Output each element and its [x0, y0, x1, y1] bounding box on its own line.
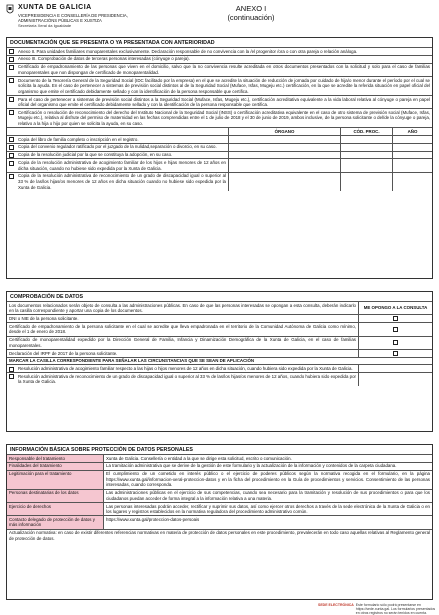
organo-item-text: Copia de la resolución judicial por la que se constituya la adopción, en su caso. [18, 152, 173, 158]
comprobacion-intro-row [7, 301, 432, 314]
proteccion-value: Xunta de Galicia. Consellería o entidad a la que se dirige esta solicitud, escrito o comunicación. [103, 455, 432, 462]
oppose-cell [358, 350, 432, 357]
organo-item-checkbox[interactable] [9, 161, 14, 166]
annex-title: ANEXO I (continuación) [227, 4, 275, 22]
oppose-checkbox[interactable] [393, 327, 398, 332]
organo-item-checkbox[interactable] [9, 153, 14, 158]
doc-item-row [7, 63, 432, 76]
oppose-cell [358, 323, 432, 335]
documentation-title: DOCUMENTACIÓN QUE SE PRESENTA O YA PRESENTADA CON ANTERIORIDAD [10, 40, 215, 46]
mark-title: MARCAR LA CASILLA CORRESPONDIENTE PARA SEÑALAR LAS CIRCUNSTANCIAS QUE SE SEAN DE APLICACIÓN [9, 358, 255, 364]
proteccion-row [7, 515, 432, 528]
mark-item-spacer [358, 373, 432, 385]
comprobacion-item-text: Certificado de empadronamiento de la persona solicitante en el cual se acredite que lleva empadronada en el territorio de la Comunidad Autónoma de Galicia como mínimo, desde el 1 de enero de 2018. [9, 323, 356, 335]
doc-item-checkbox[interactable] [9, 49, 14, 54]
mark-title-row [7, 357, 432, 365]
doc-item-checkbox[interactable] [9, 78, 14, 83]
proteccion-row [7, 462, 432, 470]
organo-item-checkbox[interactable] [9, 145, 14, 150]
ano-input[interactable] [392, 173, 432, 191]
footer [318, 603, 436, 615]
footer-note: Este formulario sólo podrá presentarse en https://sede.xunta.gal. Los formularios presentados en otros registros no serán tenidos en cuenta. [355, 603, 436, 615]
col-cod-proc-header: CÓD. PROC. [340, 128, 392, 135]
proteccion-value: Las personas interesadas podrán acceder, rectificar y suprimir sus datos, así como ejercer otros derechos a través de la sede electrónica de la Xunta de Galicia o en los lugares y registros establecidos en la normativa reguladora del procedimiento administrativo común. [103, 503, 432, 515]
ano-input[interactable] [392, 159, 432, 171]
oppose-checkbox[interactable] [393, 340, 398, 345]
mark-list [7, 364, 432, 385]
organo-header-row [7, 127, 432, 135]
ano-input[interactable] [392, 152, 432, 159]
mark-item-checkbox[interactable] [9, 367, 14, 372]
organo-item-row [7, 151, 432, 159]
comprobacion-item-row [7, 336, 432, 349]
proteccion-row [7, 502, 432, 515]
oppose-cell [358, 337, 432, 349]
proteccion-label: Responsable del tratamiento [7, 455, 103, 462]
doc-item-text: Documento de la Tesorería General de la Seguridad Social (IDC facilitado por la empresa) en el que se acredite la situación de reducción de jornada por cuidado de hija/o menor durante el período por el cual se solicita la ayuda. En el caso de pertenecer a sistemas de previsión social distintos al de la Seguridad Social (Muface, Isfas, Mugeju etc.) certificación, en la que se acredite la referida situación en papel oficial del organismo que emite el certificado debidamente sellado y con la identificación de la persona responsable que certifica. [18, 77, 430, 94]
organo-list [7, 135, 432, 191]
mark-item-text: Resolución administrativa de acogimiento familiar respecto a las hijas o hijos menores de 12 años en dicha situación, cuando hubiera sido expedida por la Xunta de Galicia. [18, 366, 353, 372]
proteccion-label: Finalidades del tratamiento [7, 463, 103, 470]
org-department: VICEPRESIDENCIA E CONSELLERÍA DE PRESIDENCIA, ADMINISTRACIÓNS PÚBLICAS E XUSTIZA [18, 13, 128, 23]
comprobacion-intro: Los documentos relacionados serán objeto de consulta a las administraciones públicas. En caso de que las personas interesadas se opongan a esta consulta, deberán indicarlo en la casilla correspondiente y aportar una copia de los documentos. [9, 302, 356, 314]
cod-proc-input[interactable] [340, 152, 392, 159]
comprobacion-section [6, 291, 433, 432]
doc-item-row [7, 47, 432, 55]
proteccion-label: Ejercicio de derechos [7, 503, 103, 515]
ano-input[interactable] [392, 136, 432, 143]
organo-item-row [7, 172, 432, 191]
doc-item-row [7, 76, 432, 95]
organo-item-checkbox[interactable] [9, 174, 14, 179]
proteccion-table [7, 454, 432, 529]
organo-input[interactable] [228, 173, 340, 191]
mark-item-checkbox[interactable] [9, 374, 14, 379]
doc-item-text: Certificado de empadronamiento de las personas que viven en el domicilio, salvo que la no convivencia resulte acreditada en otros documentos presentados con la solicitud y solo para el caso de familias monoparentales que non dispongan de certificado de monoparentalidad. [18, 64, 430, 75]
proteccion-row [7, 454, 432, 462]
org-name: XUNTA DE GALICIA [18, 4, 92, 11]
col-ano-header: AÑO [392, 128, 432, 135]
proteccion-section [6, 444, 433, 600]
organo-input[interactable] [228, 144, 340, 151]
organo-item-row [7, 158, 432, 171]
proteccion-value: Las administraciones públicas en el ejercicio de sus competencias, cuando sea necesario para la tramitación y resolución de sus procedimientos o para que los ciudadanos puedan acceder de forma integral a la información relativa a una materia. [103, 490, 432, 502]
comprobacion-item-row [7, 322, 432, 335]
organo-item-text: Copia del libro de familia completo o inscripción en el registro. [18, 136, 139, 142]
organo-input[interactable] [228, 152, 340, 159]
proteccion-label: Legitimación para el tratamiento [7, 471, 103, 489]
oppose-checkbox[interactable] [393, 351, 398, 356]
proteccion-value: El cumplimiento de un cometido en interés público o el ejercicio de poderes públicos según la normativa recogida en el formulario, en la página https://www.xunta.gal/informacion-xeral-proteccion-datos y en la ficha del procedimiento en la Guía de procedimientos y servicios. Consentimiento de las personas interesadas, cuando corresponda. [103, 471, 432, 489]
organo-input[interactable] [228, 136, 340, 143]
proteccion-value: La tramitación administrativa que se derive de la gestión de este formulario y la actualización de la información y contenidos de la carpeta ciudadana. [103, 463, 432, 470]
proteccion-footnote: Actualización normativa: en caso de existir diferentes referencias normativas en materia de protección de datos personales en este procedimiento, prevalecerán en todo caso aquellas relativas al Reglamento general de protección de datos. [9, 530, 430, 541]
doc-item-checkbox[interactable] [9, 65, 14, 70]
organo-input[interactable] [228, 159, 340, 171]
col-organo-header: ÓRGANO [228, 128, 340, 135]
doc-item-text: Para el caso de pertenecer a sistemas de previsión social distintos a la Seguridad Social (Muface, Isfas, Mugeju etc.), certificación acreditativa equivalente a la vida laboral relativa al cónyuge o pareja en papel oficial del organismo que emite el certificado debidamente sellado y con la identificación de la persona responsable que certifica. [18, 96, 430, 108]
organo-item-text: Copia de la resolución administrativa de reconocimiento de un grado de discapacidad igual o superior al 33 % de las/los hijas/os menores de 12 años en dicha situación cuando no hubiese sido expedida por la Xunta de Galicia. [18, 173, 226, 190]
oppose-header: ME OPONGO A LA CONSULTA [358, 302, 432, 314]
doc-item-checkbox[interactable] [9, 110, 14, 115]
documentation-list [7, 47, 432, 127]
organo-item-text: Copia del convenio regulador ratificado por el juzgado de la nulidad,separación o divorcio, en su caso. [18, 144, 217, 150]
doc-item-row [7, 108, 432, 127]
comprobacion-item-text: Certificado de monoparentalidad expedido por la Dirección General de Familia, Infancia y Dinamización Demográfica de la Xunta de Galicia, en el caso de familias monoparentales. [9, 337, 356, 348]
comprobacion-item-text: DNI o NIE de la persona solicitante. [9, 315, 79, 321]
sede-electronica-label: SEDE ELECTRÓNICA [318, 603, 354, 607]
organo-item-row [7, 143, 432, 151]
doc-item-text: Anexo III. Comprobación de datos de terceras personas interesadas (cónyuge o pareja). [18, 56, 190, 62]
cod-proc-input[interactable] [340, 159, 392, 171]
doc-item-row [7, 95, 432, 108]
organo-item-checkbox[interactable] [9, 137, 14, 142]
doc-item-row [7, 55, 432, 63]
doc-item-checkbox[interactable] [9, 97, 14, 102]
doc-item-checkbox[interactable] [9, 57, 14, 62]
proteccion-value: https://www.xunta.gal/proteccion-datos-persoais [103, 516, 432, 528]
mark-item-text: Resolución administrativa de reconocimiento de un grado de discapacidad igual o superior al 33 % de las/los hijas/os menores de 12 años, cuando hubiera sido expedida por la Xunta de Galicia. [18, 373, 356, 385]
proteccion-row [7, 470, 432, 489]
mark-item-spacer [358, 365, 432, 372]
proteccion-row [7, 489, 432, 502]
mark-item-row [7, 372, 432, 385]
org-secretariat: Secretaría Xeral da Igualdade [18, 23, 72, 28]
doc-item-text: Certificación o resolución de reconocimiento del derecho del Instituto Nacional de la Seguridad Social (INSS) o certificación acreditativa equivalente en el caso de otro sistema de previsión social (Muface, Isfas, Mugeju etc.), relativa al disfrute del permiso de maternidad en las fechas comprendidas entre el 1 de julio de 2018 y el 30 de junio de 2019, ambos inclusive, de la persona solicitante o del/de la cónyuge o pareja, relativo a la hija o hijo por quien se solicita la ayuda, en su caso. [18, 109, 430, 127]
oppose-cell [358, 315, 432, 322]
proteccion-label: Contacto delegado de protección de datos y más información [7, 516, 103, 528]
cod-proc-input[interactable] [340, 144, 392, 151]
organo-item-text: Copia de la resolución administrativa de acogimiento familiar de los hijos e hijas menores de 12 años en dicha situación, cuando no hubiese sido expedida por la Xunta de Galicia. [18, 159, 226, 171]
comprobacion-title: COMPROBACIÓN DE DATOS [10, 294, 84, 300]
xunta-logo-icon [6, 4, 14, 16]
comprobacion-list [7, 314, 432, 356]
comprobacion-item-text: Declaración del IRPF de 2017 de la persona solicitante. [9, 350, 118, 356]
cod-proc-input[interactable] [340, 136, 392, 143]
mark-item-row [7, 364, 432, 372]
comprobacion-item-row [7, 314, 432, 322]
proteccion-title: INFORMACIÓN BÁSICA SOBRE PROTECCIÓN DE DATOS PERSONALES [10, 447, 193, 453]
organo-item-row [7, 135, 432, 143]
documentation-section [6, 37, 433, 279]
cod-proc-input[interactable] [340, 173, 392, 191]
header [6, 4, 433, 28]
doc-item-text: Anexo II. Para unidades familiares monoparentales exclusivamente. Declaración responsable de no convivencia con la /el progenitor /ora o con otra pareja o relación análoga. [18, 48, 358, 54]
ano-input[interactable] [392, 144, 432, 151]
proteccion-footnote-row [7, 529, 432, 542]
comprobacion-item-row [7, 349, 432, 357]
proteccion-label: Personas destinatarias de los datos [7, 490, 103, 502]
oppose-checkbox[interactable] [393, 316, 398, 321]
